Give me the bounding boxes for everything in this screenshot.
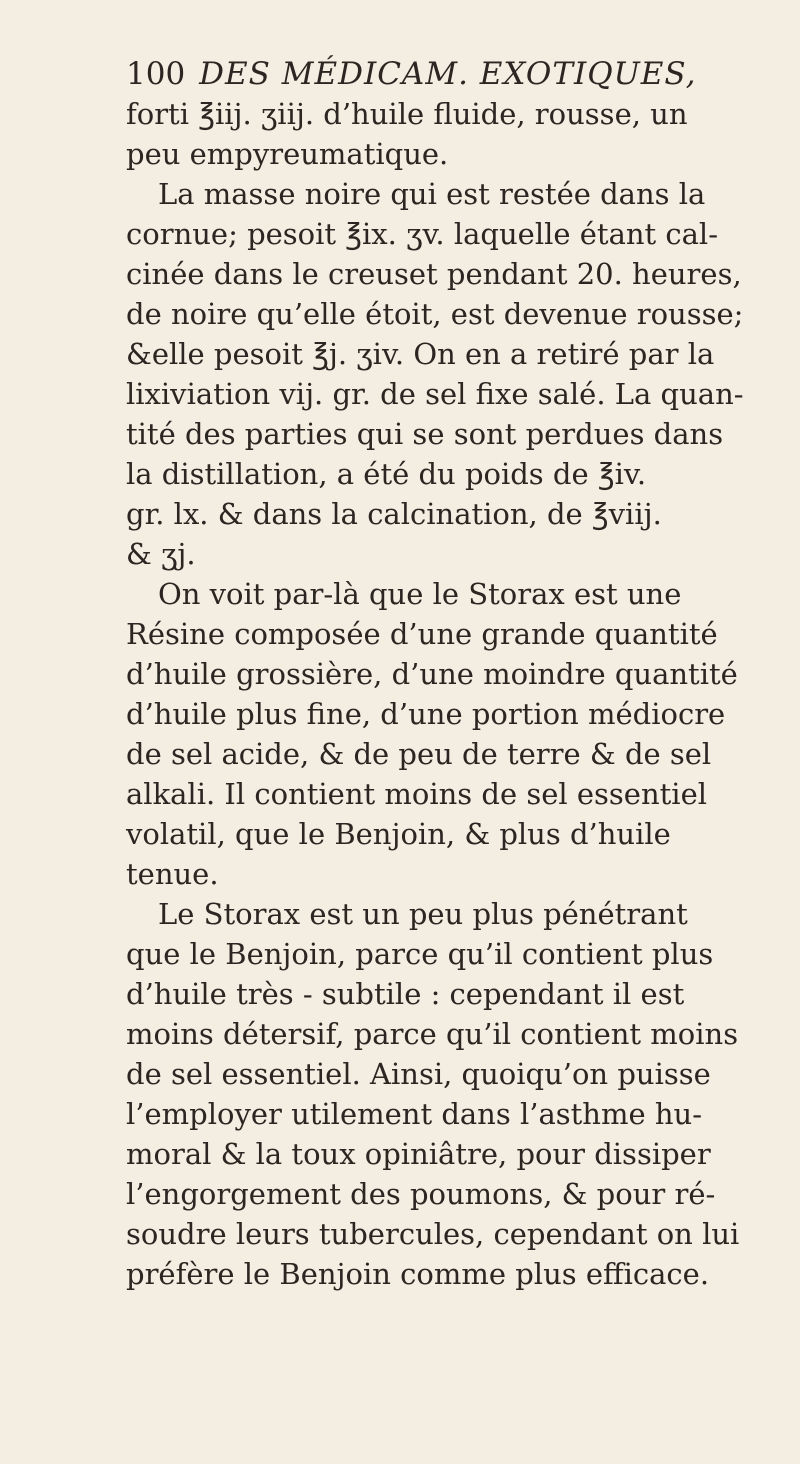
text-line: l’employer utilement dans l’asthme hu- xyxy=(126,1097,702,1131)
text-line: volatil, que le Benjoin, & plus d’huile xyxy=(126,817,671,851)
running-header xyxy=(126,54,746,94)
text-line: Le Storax est un peu plus pénétrant xyxy=(158,897,688,931)
text-line: tenue. xyxy=(126,857,219,891)
text-line: l’engorgement des poumons, & pour ré- xyxy=(126,1177,716,1211)
text-line: lixiviation vij. gr. de sel fixe salé. La quan- xyxy=(126,377,744,411)
text-line: que le Benjoin, parce qu’il contient plus xyxy=(126,937,714,971)
text-line: gr. lx. & dans la calcination, de ℥viij. xyxy=(126,497,662,531)
text-line: tité des parties qui se sont perdues dans xyxy=(126,417,724,451)
text-line: de sel essentiel. Ainsi, quoiqu’on puisse xyxy=(126,1057,711,1091)
text-line: La masse noire qui est restée dans la xyxy=(158,177,706,211)
text-line: d’huile très - subtile : cependant il est xyxy=(126,977,685,1011)
page-number: 100 xyxy=(126,56,186,92)
text-line: préfère le Benjoin comme plus efficace. xyxy=(126,1257,710,1291)
text-line: & ʒj. xyxy=(126,537,196,571)
text-line: alkali. Il contient moins de sel essentiel xyxy=(126,777,708,811)
text-line: la distillation, a été du poids de ℥iv. xyxy=(126,457,647,491)
text-line: d’huile grossière, d’une moindre quantité xyxy=(126,657,738,691)
text-line: Résine composée d’une grande quantité xyxy=(126,617,718,651)
text-line: moins détersif, parce qu’il contient moins xyxy=(126,1017,739,1051)
text-line: forti ℥iij. ʒiij. d’huile fluide, rousse, un xyxy=(126,97,688,131)
text-line: d’huile plus fine, d’une portion médiocre xyxy=(126,697,726,731)
running-title: DES MÉDICAM. EXOTIQUES, xyxy=(199,56,697,92)
text-line: cornue; pesoit ℥ix. ʒv. laquelle étant cal- xyxy=(126,217,719,251)
text-line: &elle pesoit ℥j. ʒiv. On en a retiré par la xyxy=(126,337,715,371)
text-line: cinée dans le creuset pendant 20. heures, xyxy=(126,257,742,291)
text-line: de sel acide, & de peu de terre & de sel xyxy=(126,737,712,771)
text-line: moral & la toux opiniâtre, pour dissiper xyxy=(126,1137,711,1171)
text-line: de noire qu’elle étoit, est devenue rousse; xyxy=(126,297,744,331)
text-line: On voit par-là que le Storax est une xyxy=(158,577,682,611)
text-line: peu empyreumatique. xyxy=(126,137,449,171)
text-line: soudre leurs tubercules, cependant on lui xyxy=(126,1217,740,1251)
